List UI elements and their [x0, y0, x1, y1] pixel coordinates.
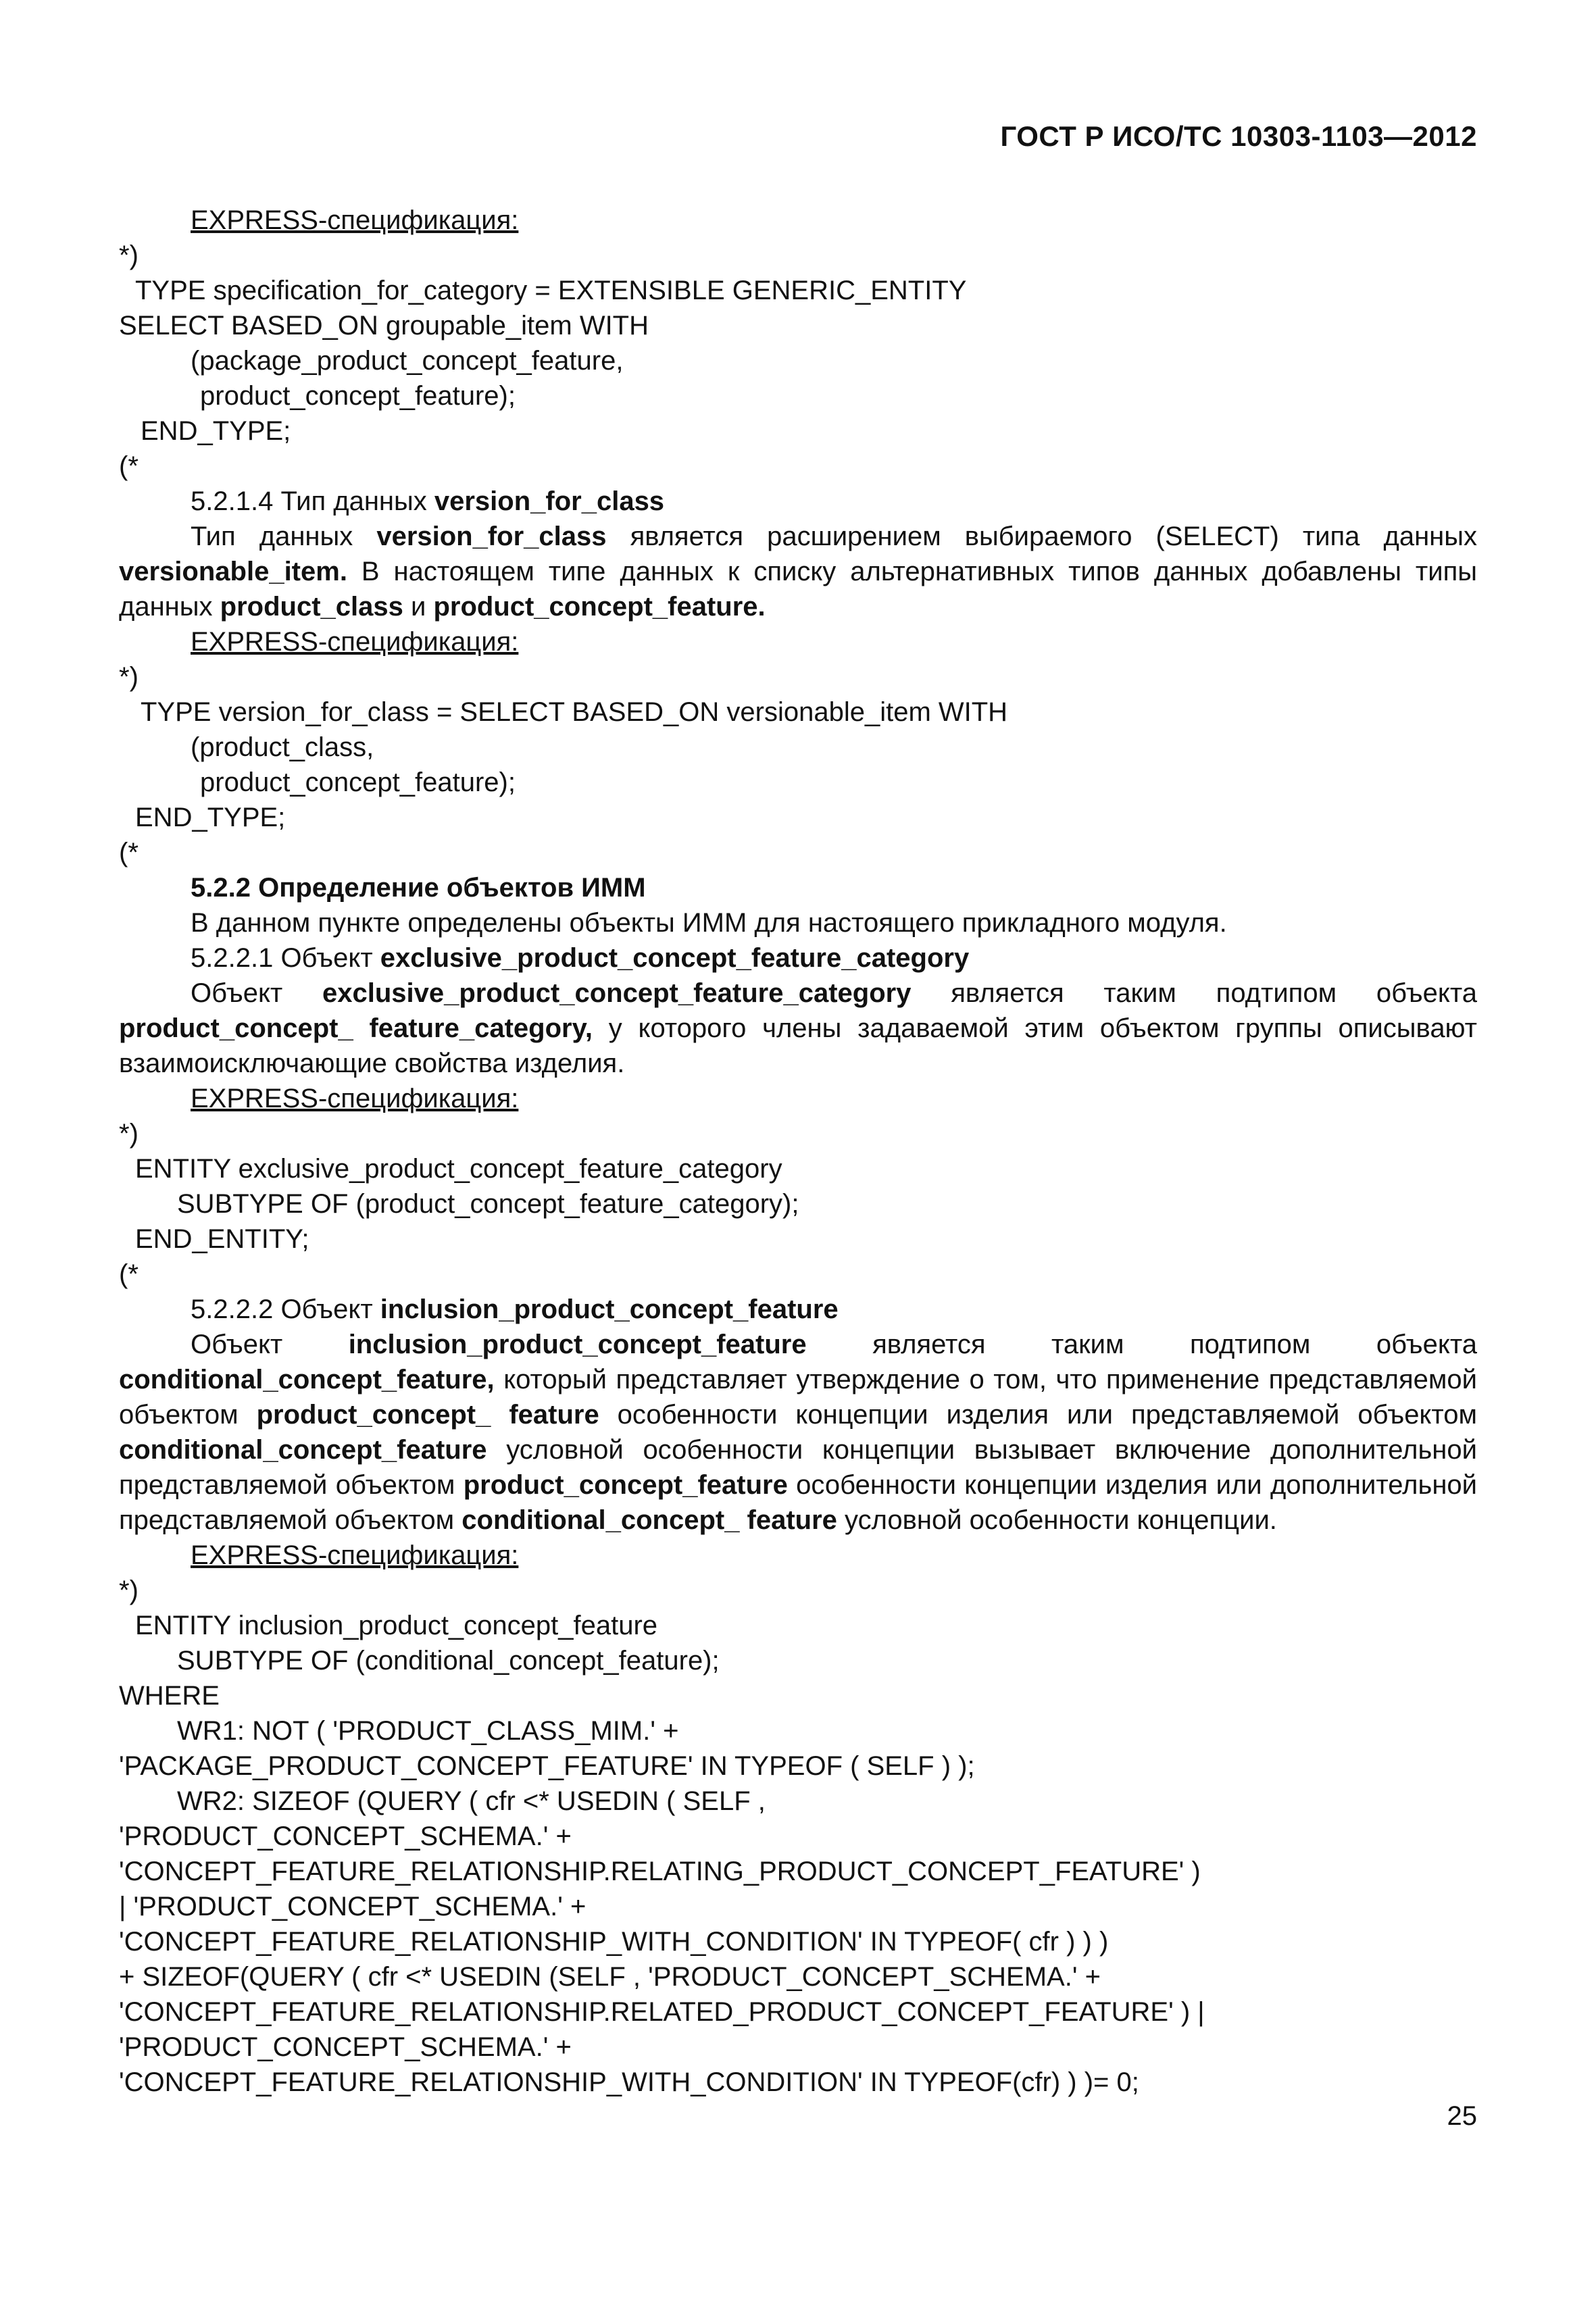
document-header: ГОСТ Р ИСО/ТС 10303-1103—2012	[1000, 120, 1477, 152]
section-heading: 5.2.2.2 Объект inclusion_product_concept_feature	[191, 1294, 839, 1324]
code-line: ENTITY inclusion_product_concept_feature	[135, 1611, 658, 1640]
express-label: EXPRESS-спецификация:	[191, 627, 519, 657]
code-line: (product_class,	[191, 732, 374, 762]
section-paragraph: Тип данных version_for_class является расширением выбираемого (SELECT) типа данных versionable_item. В настоящем типе данных к списку альтернативных типов данных добавлены типы данных product_class и product_concept_feature.	[119, 522, 1477, 622]
comment-close: *)	[119, 241, 139, 270]
code-line: END_TYPE;	[135, 803, 286, 832]
code-line: 'PACKAGE_PRODUCT_CONCEPT_FEATURE' IN TYPEOF ( SELF ) );	[119, 1751, 975, 1781]
express-label: EXPRESS-спецификация:	[191, 1540, 519, 1570]
express-label: EXPRESS-спецификация:	[191, 1084, 519, 1113]
code-line: END_ENTITY;	[135, 1224, 309, 1254]
code-line: 'PRODUCT_CONCEPT_SCHEMA.' +	[119, 1821, 572, 1851]
page-number: 25	[1447, 2101, 1477, 2131]
code-line: SUBTYPE OF (conditional_concept_feature);	[177, 1646, 720, 1676]
code-line: SELECT BASED_ON groupable_item WITH	[119, 311, 649, 341]
section-intro: В данном пункте определены объекты ИММ для настоящего прикладного модуля.	[191, 908, 1227, 938]
code-line: 'CONCEPT_FEATURE_RELATIONSHIP.RELATED_PRODUCT_CONCEPT_FEATURE' ) |	[119, 1997, 1205, 2027]
section-heading: 5.2.2.1 Объект exclusive_product_concept_feature_category	[191, 943, 970, 973]
code-line: product_concept_feature);	[200, 381, 516, 411]
code-line: TYPE specification_for_category = EXTENSIBLE GENERIC_ENTITY	[135, 276, 967, 305]
code-line: WR2: SIZEOF (QUERY ( cfr <* USEDIN ( SELF ,	[177, 1786, 766, 1816]
code-line: + SIZEOF(QUERY ( cfr <* USEDIN (SELF , 'PRODUCT_CONCEPT_SCHEMA.' +	[119, 1962, 1101, 1992]
code-line: 'CONCEPT_FEATURE_RELATIONSHIP_WITH_CONDITION' IN TYPEOF(cfr) ) )= 0;	[119, 2067, 1139, 2097]
code-line: END_TYPE;	[141, 416, 291, 446]
code-line: 'CONCEPT_FEATURE_RELATIONSHIP.RELATING_PRODUCT_CONCEPT_FEATURE' )	[119, 1857, 1201, 1886]
express-label: EXPRESS-спецификация:	[191, 205, 519, 235]
section-paragraph: Объект exclusive_product_concept_feature_category является таким подтипом объекта product_concept_ feature_category, у которого члены задаваемой этим объектом группы описывают взаимоисключающие свойства изделия.	[119, 978, 1477, 1078]
section-heading: 5.2.1.4 Тип данных version_for_class	[191, 486, 665, 516]
code-line: SUBTYPE OF (product_concept_feature_category);	[177, 1189, 799, 1219]
comment-open: (*	[119, 1259, 139, 1289]
code-line: | 'PRODUCT_CONCEPT_SCHEMA.' +	[119, 1892, 587, 1921]
comment-close: *)	[119, 662, 139, 692]
code-line: ENTITY exclusive_product_concept_feature_category	[135, 1154, 782, 1184]
code-line: TYPE version_for_class = SELECT BASED_ON versionable_item WITH	[141, 697, 1008, 727]
code-line: 'CONCEPT_FEATURE_RELATIONSHIP_WITH_CONDITION' IN TYPEOF( cfr ) ) )	[119, 1927, 1109, 1957]
section-paragraph: Объект inclusion_product_concept_feature является таким подтипом объекта conditional_concept_feature, который представляет утверждение о том, что применение представляемой объектом product_concept_ feature особенности концепции изделия или представляемой объектом conditional_concept_feature условной особенности концепции вызывает включение дополнительной представляемой объектом product_concept_feature особенности концепции изделия или дополнительной представляемой объектом conditional_concept_ feature условной особенности концепции.	[119, 1330, 1478, 1535]
comment-close: *)	[119, 1576, 139, 1605]
comment-open: (*	[119, 838, 139, 867]
comment-open: (*	[119, 451, 139, 481]
code-line: WR1: NOT ( 'PRODUCT_CLASS_MIM.' +	[177, 1716, 679, 1746]
code-line: WHERE	[119, 1681, 220, 1711]
code-line: 'PRODUCT_CONCEPT_SCHEMA.' +	[119, 2032, 572, 2062]
code-line: (package_product_concept_feature,	[191, 346, 624, 376]
section-heading: 5.2.2 Определение объектов ИММ	[191, 873, 646, 903]
comment-close: *)	[119, 1119, 139, 1149]
code-line: product_concept_feature);	[200, 768, 516, 797]
